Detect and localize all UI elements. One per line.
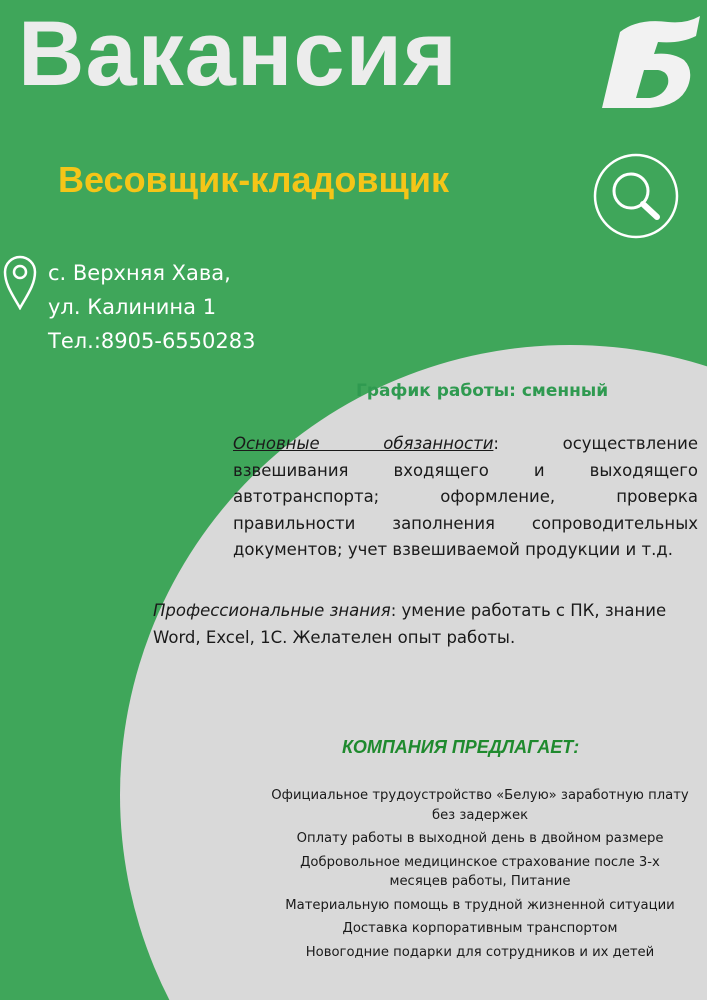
- offer-item: Официальное трудоустройство «Белую» заработную плату без задержек: [271, 788, 689, 823]
- address-line-1: с. Верхняя Хава,: [48, 261, 231, 285]
- page-title: Вакансия: [18, 3, 458, 105]
- offer-item: Добровольное медицинское страхование после 3-х месяцев работы, Питание: [300, 854, 660, 889]
- address-line-2: ул. Калинина 1: [48, 295, 217, 319]
- work-schedule: График работы: сменный: [356, 381, 609, 401]
- offer-item: Новогодние подарки для сотрудников и их детей: [305, 944, 655, 960]
- offer-item: Доставка корпоративным транспортом: [342, 921, 618, 936]
- offer-item: Материальную помощь в трудной жизненной ситуации: [285, 897, 675, 913]
- offers-heading: КОМПАНИЯ ПРЕДЛАГАЕТ:: [342, 737, 580, 757]
- offers-list: [270, 786, 690, 966]
- duties-label: Основные обязанности: [233, 434, 494, 453]
- location-pin-icon: [2, 252, 38, 310]
- duties-text: : осуществление взвешивания входящего и выходящего автотранспорта; оформление, проверка правильности заполнения сопроводительных документов; учет взвешиваемой продукции и т.д.: [233, 434, 698, 559]
- duties-paragraph: [233, 431, 698, 564]
- job-position: Весовщик-кладовщик: [58, 159, 450, 200]
- offer-item: Оплату работы в выходной день в двойном размере: [296, 831, 664, 846]
- phone-number: Тел.:8905-6550283: [48, 329, 256, 353]
- knowledge-paragraph: [153, 598, 698, 651]
- knowledge-label: Профессиональные знания: [153, 601, 391, 620]
- address-block: [48, 256, 255, 358]
- search-icon: [592, 152, 680, 240]
- company-logo: [598, 14, 702, 110]
- knowledge-text: : умение работать с ПК, знание Word, Excel, 1С. Желателен опыт работы.: [153, 601, 667, 647]
